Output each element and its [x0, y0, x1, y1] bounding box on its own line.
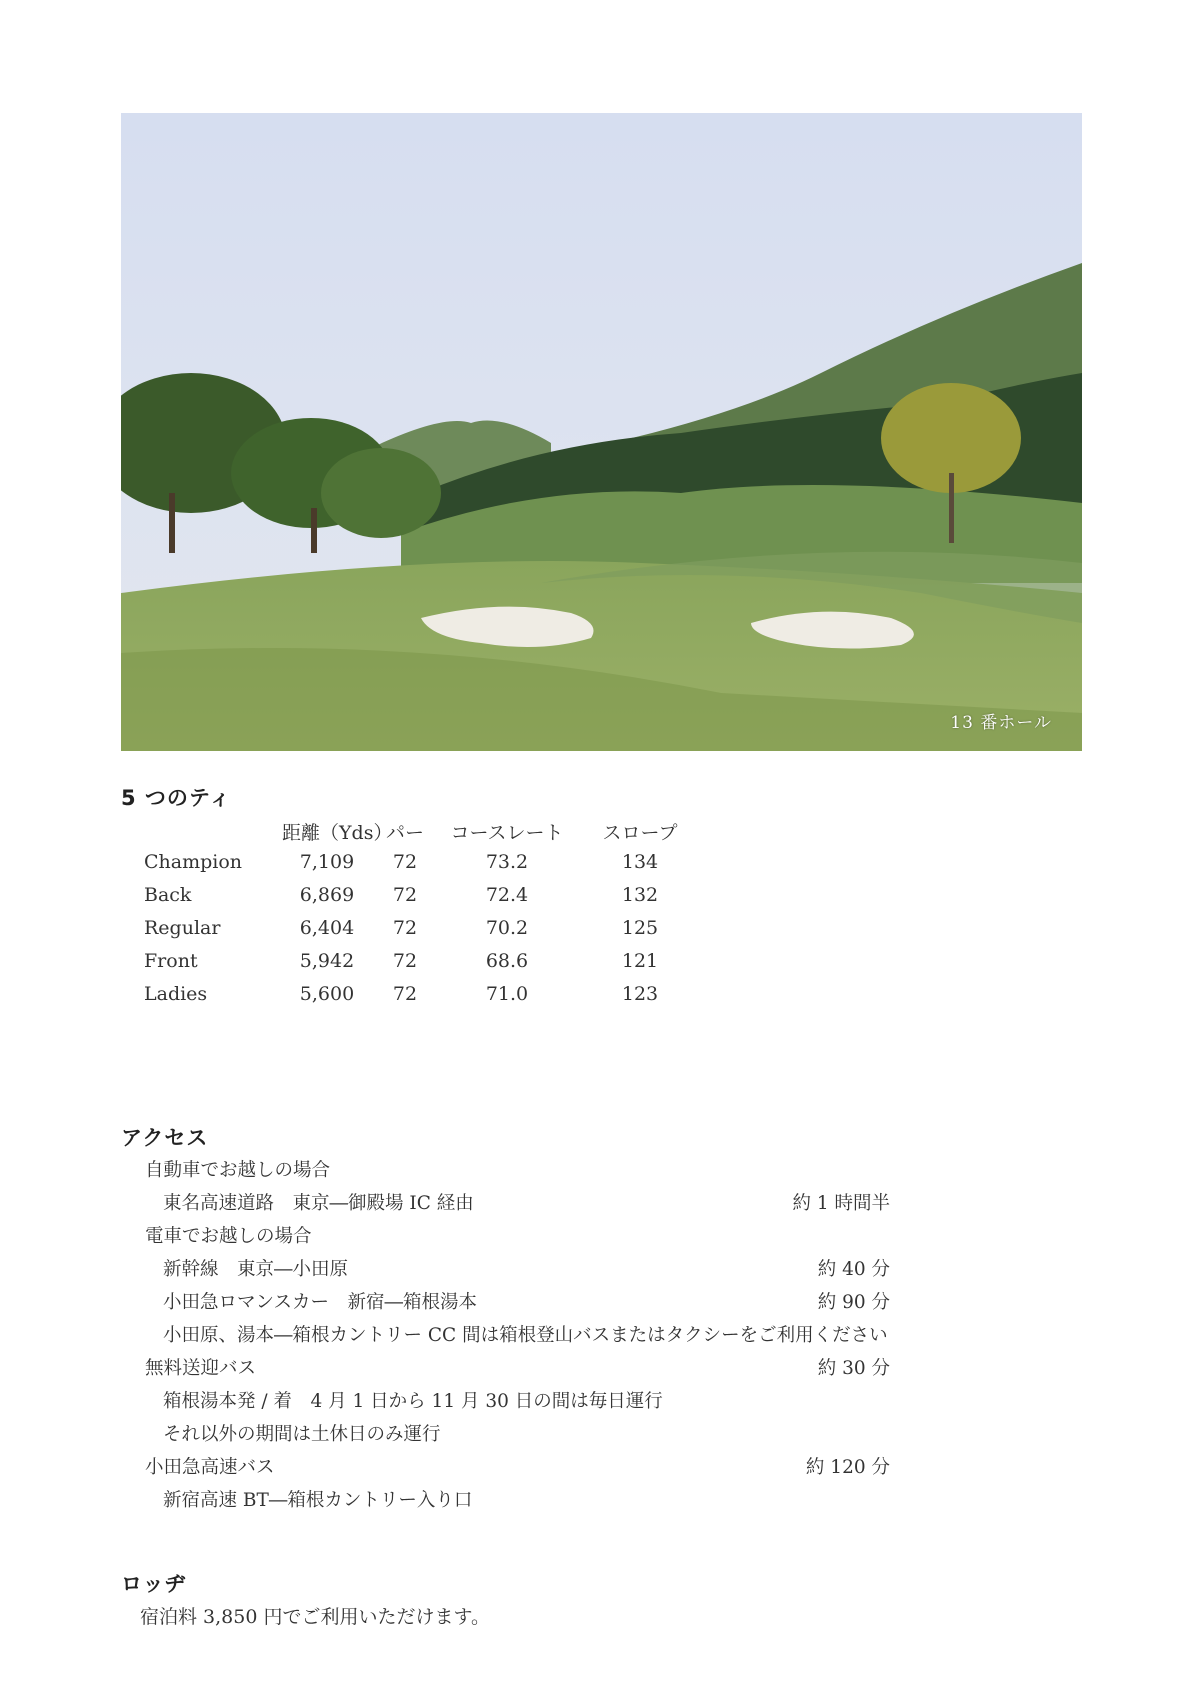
access-text: 小田原、湯本―箱根カントリー CC 間は箱根登山バスまたはタクシーをご利用ください — [163, 1325, 888, 1346]
list-item — [145, 1385, 890, 1418]
access-time: 約 40 分 — [817, 1259, 890, 1280]
tee-par: 72 — [392, 884, 418, 906]
tee-slope: 125 — [621, 917, 659, 939]
list-item — [145, 1286, 890, 1319]
tee-slope: 121 — [621, 950, 659, 972]
lodge-text: 宿泊料 3,850 円でご利用いただけます。 — [140, 1606, 490, 1628]
tee-slope: 132 — [621, 884, 659, 906]
tee-par: 72 — [392, 917, 418, 939]
tee-rating: 73.2 — [485, 851, 529, 873]
access-text: 新幹線 東京―小田原 — [163, 1259, 349, 1280]
tee-par: 72 — [392, 983, 418, 1005]
tee-distance: 6,404 — [299, 917, 355, 939]
tee-name: Regular — [144, 917, 221, 939]
access-text: 小田急ロマンスカー 新宿―箱根湯本 — [163, 1292, 477, 1313]
access-heading: アクセス — [121, 1126, 209, 1150]
list-item — [145, 1187, 890, 1220]
list-item — [145, 1253, 890, 1286]
col-slope: スロープ — [602, 822, 678, 844]
list-item — [145, 1319, 890, 1352]
tee-slope: 134 — [621, 851, 659, 873]
access-time: 約 90 分 — [817, 1292, 890, 1313]
access-text: 無料送迎バス — [145, 1358, 257, 1379]
access-text: 東名高速道路 東京―御殿場 IC 経由 — [163, 1193, 474, 1214]
list-item — [145, 1220, 890, 1253]
tee-distance: 7,109 — [299, 851, 355, 873]
tee-distance: 6,869 — [299, 884, 355, 906]
tee-distance: 5,600 — [299, 983, 355, 1005]
tee-name: Back — [144, 884, 192, 906]
list-item — [145, 1484, 890, 1517]
tee-name: Front — [144, 950, 198, 972]
tee-par: 72 — [392, 950, 418, 972]
access-text: それ以外の期間は土休日のみ運行 — [163, 1424, 441, 1445]
access-text: 電車でお越しの場合 — [145, 1226, 312, 1247]
lodge-heading: ロッヂ — [121, 1572, 187, 1596]
hole-13-illustration — [121, 113, 1082, 751]
tee-rating: 70.2 — [485, 917, 529, 939]
list-item — [145, 1352, 890, 1385]
access-text: 自動車でお越しの場合 — [145, 1160, 331, 1181]
tee-par: 72 — [392, 851, 418, 873]
tees-heading: 5 つのティ — [121, 786, 232, 810]
access-time: 約 30 分 — [817, 1358, 890, 1379]
access-list — [145, 1154, 890, 1517]
tee-slope: 123 — [621, 983, 659, 1005]
access-text: 箱根湯本発 / 着 4 月 1 日から 11 月 30 日の間は毎日運行 — [163, 1391, 663, 1412]
col-course-rating: コースレート — [450, 822, 564, 844]
tee-rating: 72.4 — [485, 884, 529, 906]
tee-name: Champion — [144, 851, 243, 873]
tee-rating: 71.0 — [485, 983, 529, 1005]
access-time: 約 120 分 — [805, 1457, 890, 1478]
col-distance: 距離（Yds） — [282, 822, 393, 844]
col-par: パー — [385, 822, 424, 844]
list-item — [145, 1451, 890, 1484]
list-item — [145, 1418, 890, 1451]
access-time: 約 1 時間半 — [792, 1193, 890, 1214]
access-text: 小田急高速バス — [145, 1457, 275, 1478]
golf-course-photo — [121, 113, 1082, 751]
list-item — [145, 1154, 890, 1187]
photo-caption: 13 番ホール — [950, 713, 1052, 733]
tee-rating: 68.6 — [485, 950, 529, 972]
tee-name: Ladies — [144, 983, 208, 1005]
tee-distance: 5,942 — [299, 950, 355, 972]
access-text: 新宿高速 BT―箱根カントリー入り口 — [163, 1490, 473, 1511]
